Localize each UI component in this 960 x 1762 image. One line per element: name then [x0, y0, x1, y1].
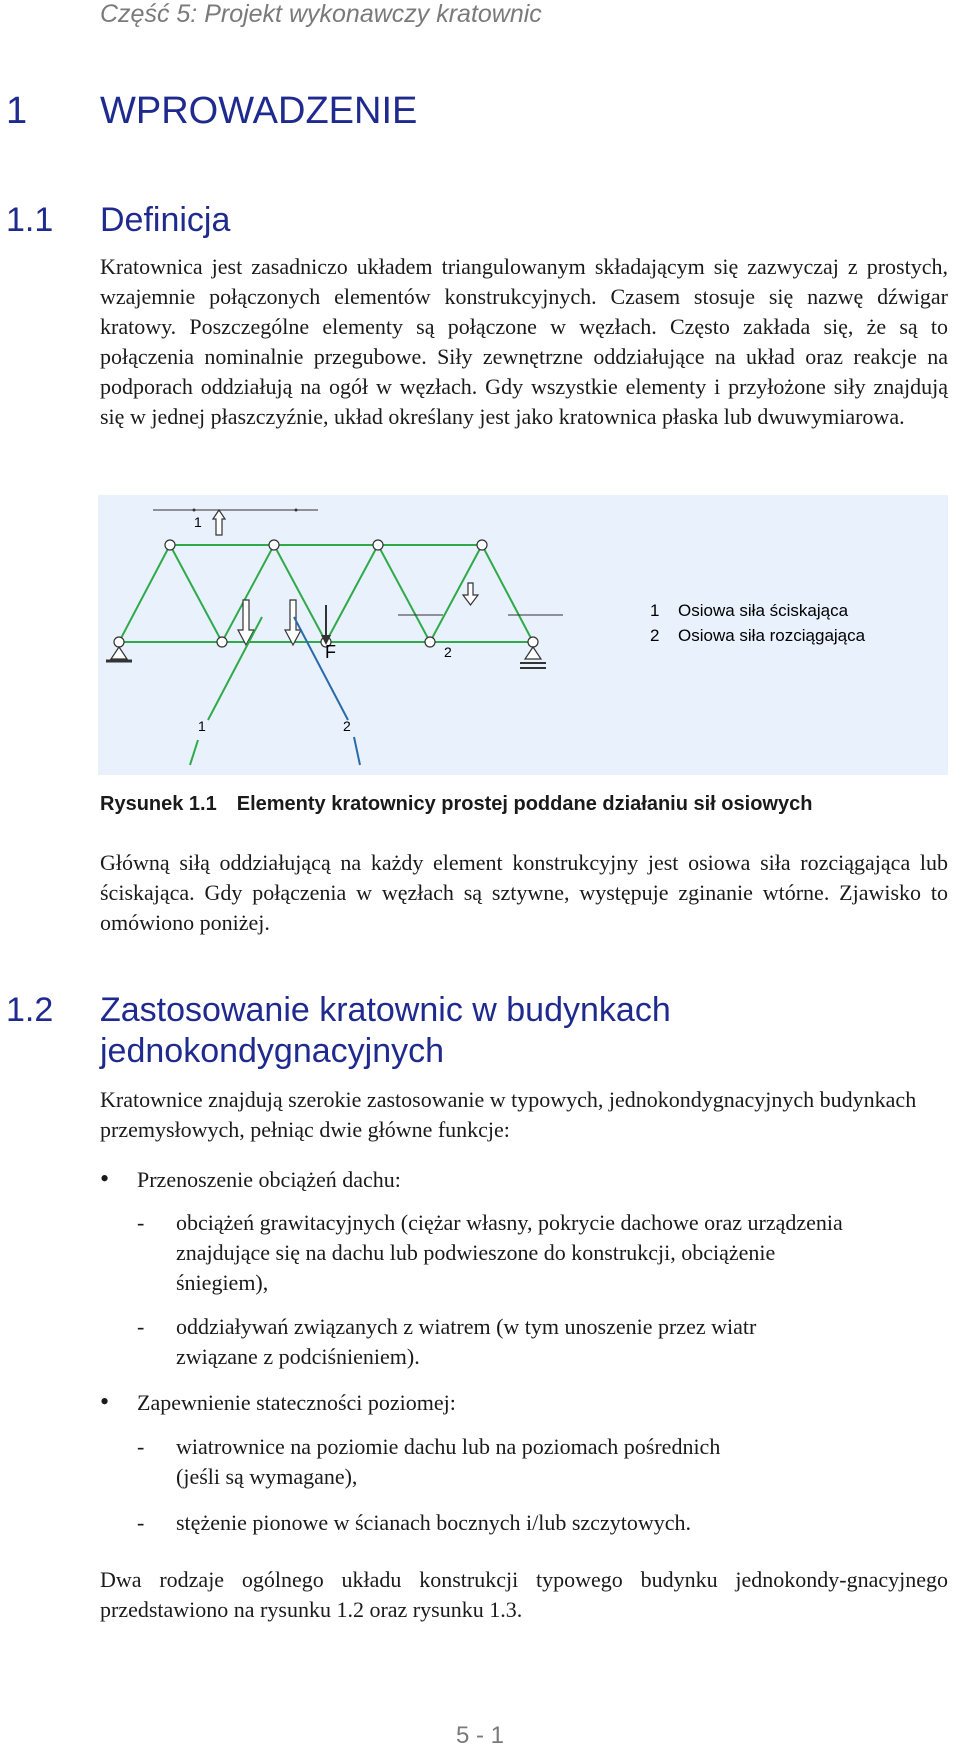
- truss-diagram: [98, 495, 948, 775]
- member-tension: [354, 737, 360, 765]
- intro-paragraph: Kratownice znajdują szerokie zastosowanie w typowych, jednokondygnacyjnych budynkach przemysłowych, pełniąc dwie główne funkcje:: [100, 1087, 917, 1142]
- load-label: F: [325, 642, 336, 662]
- member-label-1: 1: [198, 718, 206, 734]
- bullet-text: Zapewnienie stateczności poziomej:: [137, 1390, 456, 1415]
- definition-paragraph: Kratownica jest zasadniczo układem triangulowanym składającym się zazwyczaj z prostych, wzajemnie połączonych elementów konstrukcyjnych. Czasem stosuje się nazwę dźwigar kratowy. Poszczególne elementy są połączone w węzłach. Często zakłada się, że są to połączenia nominalnie przegubowe. Siły zewnętrzne oddziałujące na układ oraz reakcje na podporach oddziałują na ogół w węzłach. Gdy wszystkie elementy i przyłożone siły znajdują się w jednej płaszczyźnie, układ określany jest jako kratownica płaska lub dwuwymiarowa.: [100, 254, 948, 429]
- truss-node: [373, 540, 383, 550]
- dimension-tick: [193, 509, 196, 512]
- axial-force-paragraph: Główną siłą oddziałującą na każdy element konstrukcyjny jest osiowa siła rozciągająca lub ściskająca. Gdy połączenia w węzłach są sztywne, występuje zginanie wtórne. Zjawisko to omówiono poniżej.: [100, 850, 948, 935]
- subsection-title-line2: jednokondygnacyjnych: [100, 1032, 445, 1070]
- member-label-2: 2: [343, 718, 351, 734]
- list-item-line: stężenie pionowe w ścianach bocznych i/lub szczytowych.: [176, 1510, 691, 1535]
- truss-node: [114, 637, 124, 647]
- subsection-title: Definicja: [100, 201, 231, 239]
- bullet-icon: •: [100, 1164, 110, 1193]
- subsection-number: 1.1: [6, 201, 54, 239]
- truss-node: [165, 540, 175, 550]
- truss-node: [528, 637, 538, 647]
- dimension-tick: [295, 509, 298, 512]
- figure-truss: [98, 495, 948, 775]
- caption-label: Rysunek 1.1: [100, 793, 217, 815]
- arrow-up-icon: [213, 510, 225, 535]
- arrow-down-icon: [463, 583, 478, 605]
- closing-paragraph: Dwa rodzaje ogólnego układu konstrukcji typowego budynku jednokondy-gnacyjnego przedstawiono na rysunku 1.2 oraz rysunku 1.3.: [100, 1567, 948, 1622]
- legend-text-2: Osiowa siła rozciągająca: [678, 626, 866, 645]
- legend-text-1: Osiowa siła ściskająca: [678, 601, 849, 620]
- list-item-line: oddziaływań związanych z wiatrem (w tym unoszenie przez wiatr: [176, 1314, 757, 1339]
- list-item-line: (jeśli są wymagane),: [176, 1464, 358, 1489]
- figure-caption: [100, 793, 812, 816]
- truss-member: [326, 545, 378, 642]
- section-title: WPROWADZENIE: [100, 90, 418, 132]
- bullet-icon: •: [100, 1387, 110, 1416]
- truss-member: [170, 545, 222, 642]
- arrow-down-icon: [285, 600, 301, 645]
- dash-marker: -: [137, 1434, 145, 1459]
- subsection-title-line1: Zastosowanie kratownic w budynkach: [100, 991, 671, 1029]
- list-item-line: znajdujące się na dachu lub podwieszone do konstrukcji, obciążenie: [176, 1240, 776, 1265]
- dash-marker: -: [137, 1210, 145, 1235]
- truss-member: [482, 545, 533, 642]
- dash-marker: -: [137, 1314, 145, 1339]
- truss-member: [430, 545, 482, 642]
- member-compression: [190, 740, 198, 765]
- list-item-line: związane z podciśnieniem).: [176, 1344, 420, 1369]
- marker-top: 1: [194, 514, 202, 530]
- truss-node: [477, 540, 487, 550]
- truss-node: [425, 637, 435, 647]
- legend-key-2: 2: [650, 626, 660, 645]
- list-item-line: obciążeń grawitacyjnych (ciężar własny, pokrycie dachowe oraz urządzenia: [176, 1210, 843, 1235]
- support-right-icon: [520, 647, 546, 668]
- truss-member: [378, 545, 430, 642]
- truss-node: [217, 637, 227, 647]
- dash-marker: -: [137, 1510, 145, 1535]
- support-left-icon: [106, 647, 132, 661]
- page-number: 5 - 1: [455, 1722, 505, 1749]
- list-item-line: wiatrownice na poziomie dachu lub na poziomach pośrednich: [176, 1434, 721, 1459]
- caption-text: Elementy kratownicy prostej poddane działaniu sił osiowych: [236, 793, 813, 815]
- truss-node: [269, 540, 279, 550]
- list-item-line: śniegiem),: [176, 1270, 269, 1295]
- marker-bottom-right: 2: [444, 644, 452, 660]
- section-number: 1: [6, 90, 28, 132]
- truss-member: [119, 545, 170, 642]
- running-header: Część 5: Projekt wykonawczy kratownic: [100, 0, 542, 28]
- bullet-text: Przenoszenie obciążeń dachu:: [137, 1167, 401, 1192]
- legend-key-1: 1: [650, 601, 660, 620]
- subsection-number: 1.2: [6, 991, 54, 1029]
